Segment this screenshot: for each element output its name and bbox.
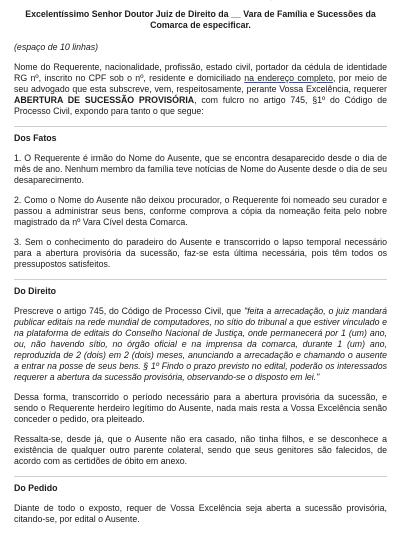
intro-text-3: , com fulcro no artigo 745, §1º do Código de Processo Civil, expondo para tanto o que segue: <box>14 95 387 116</box>
address-placeholder-link[interactable]: na endereço completo <box>244 73 334 83</box>
section-title-fatos: Dos Fatos <box>14 133 57 143</box>
section-divider <box>14 476 387 477</box>
direito-lead: Prescreve o artigo 745, do Código de Processo Civil, que <box>14 306 244 316</box>
fatos-item-2: 2. Como o Nome do Ausente não deixou procurador, o Requerente foi nomeado seu curador e passou a administrar seus bens, conforme comprova a cópia da nomeação feita pelo nobre magistrado da nº Vara Cível desta Comarca. <box>14 195 387 227</box>
space-note: (espaço de 10 linhas) <box>14 42 99 52</box>
fatos-item-3: 3. Sem o conhecimento do paradeiro do Ausente e transcorrido o lapso temporal necessário para a abertura provisória da sucessão, faz-se esta última necessária, pois têm todos os pressupostos satisfeitos. <box>14 237 387 269</box>
top-toolbar-strip <box>0 0 400 4</box>
direito-paragraph-1 <box>14 306 387 383</box>
law-quote: "feita a arrecadação, o juiz mandará publicar editais na rede mundial de computadores, no sítio do tribunal a que estiver vinculado e na plataforma de editais do Conselho Nacional de Justiça, onde permanecerá por 1 (um) ano, ou, não havendo sítio, no órgão oficial e na imprensa da comarca, durante 1 (um) ano, reproduzida de 2 (dois) em 2 (dois) meses, anunciando a arrecadação e chamando o ausente a entrar na posse de seus bens. § 1º Findo o prazo previsto no edital, poderão os interessados requerer a abertura da sucessão provisória, observando-se o disposto em lei." <box>14 306 387 382</box>
direito-paragraph-3: Ressalta-se, desde já, que o Ausente não era casado, não tinha filhos, e se desconhece a existência de qualquer outro parente colateral, sendo que seus genitores são falecidos, de acordo com as certidões de óbito em anexo. <box>14 434 387 466</box>
toolbar-text <box>262 0 335 3</box>
intro-text-2: , por meio de seu advogado que esta subscreve, vem, respeitosamente, perante Vossa Excelência, requerer <box>14 73 387 94</box>
section-title-pedido: Do Pedido <box>14 483 58 493</box>
request-title: ABERTURA DE SUCESSÃO PROVISÓRIA <box>14 95 195 105</box>
section-divider <box>14 279 387 280</box>
direito-paragraph-2: Dessa forma, transcorrido o período necessário para a abertura provisória da sucessão, e sendo o Requerente herdeiro legítimo do Ausente, nada mais resta a Vossa Excelência senão conceder o pedido, ora pleiteado. <box>14 392 387 424</box>
pedido-paragraph-1: Diante de todo o exposto, requer de Vossa Excelência seja aberta a sucessão provisória, citando-se, por edital o Ausente. <box>14 503 387 524</box>
section-title-direito: Do Direito <box>14 286 57 296</box>
document-heading: Excelentíssimo Senhor Doutor Juiz de Direito da __ Vara de Família e Sucessões da Comarca de especificar. <box>25 9 376 30</box>
intro-paragraph <box>14 62 387 117</box>
section-divider <box>14 126 387 127</box>
document-page <box>14 9 387 534</box>
fatos-item-1: 1. O Requerente é irmão do Nome do Ausente, que se encontra desaparecido desde o dia de mês de ano. Nenhum membro da família teve notícias de Nome do Ausente desde o dia de seu desaparecimento. <box>14 153 387 185</box>
intro-text-1: Nome do Requerente, nacionalidade, profissão, estado civil, portador da cédula de identidade RG nº, inscrito no CPF sob o nº, residente e domiciliado <box>14 62 387 83</box>
